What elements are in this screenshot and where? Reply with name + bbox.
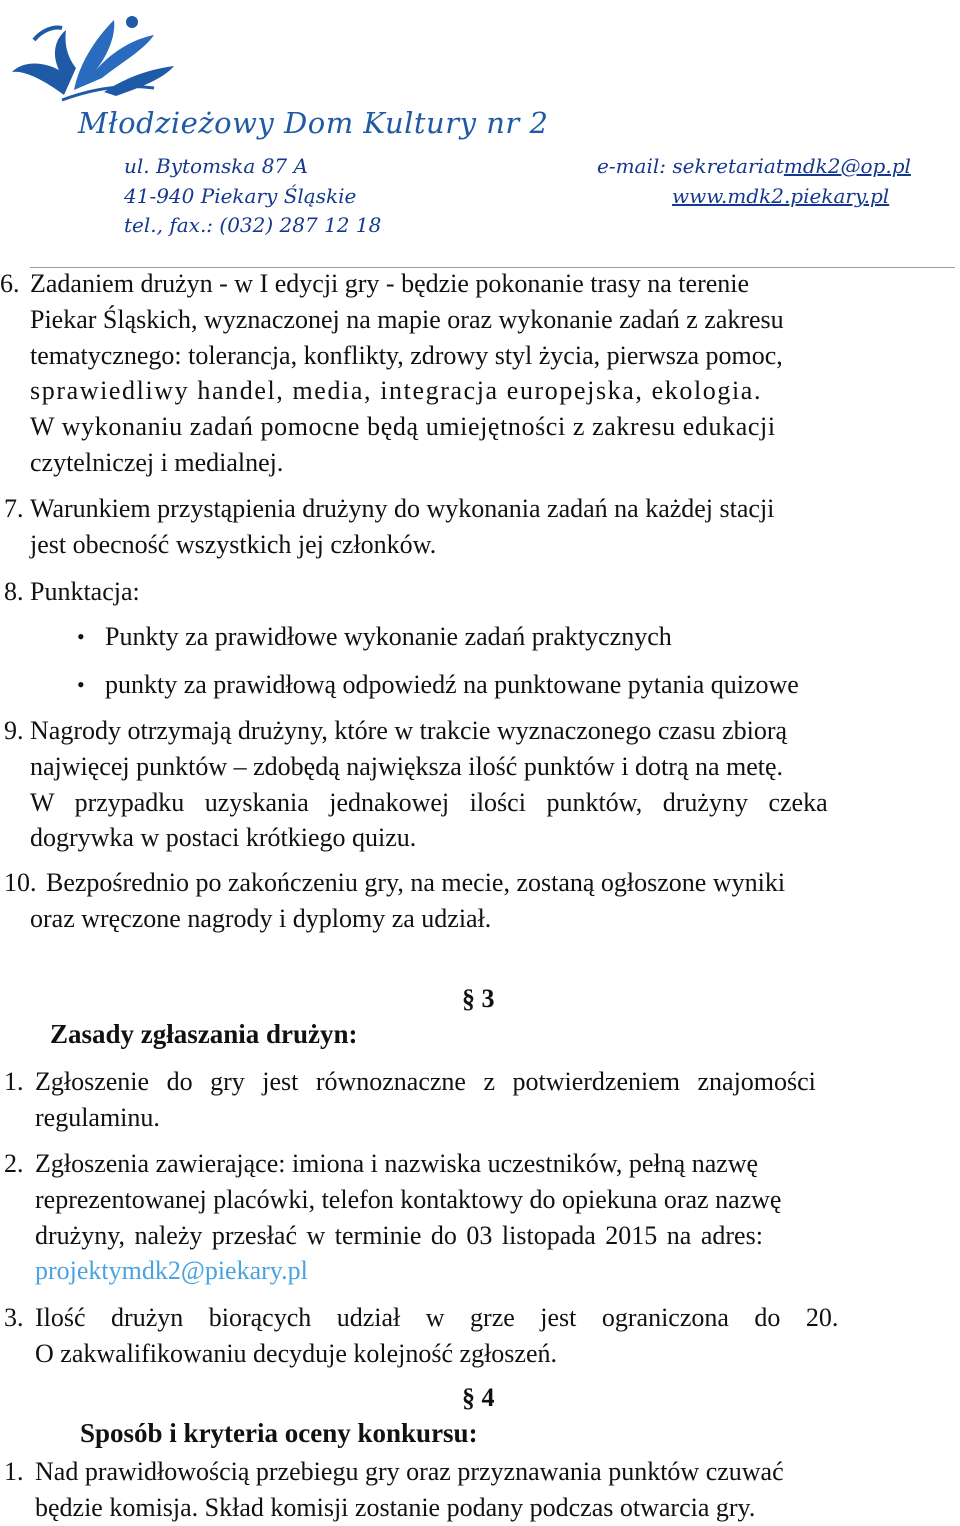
text-line: czytelniczej i medialnej.: [30, 447, 284, 477]
website-line: [672, 184, 889, 208]
item-number: 2.: [4, 1149, 24, 1178]
item-number: 6.: [0, 269, 20, 298]
item-text: [35, 1064, 955, 1136]
item-text: [30, 266, 955, 481]
item-number: 9.: [4, 716, 24, 745]
text-line: drużyny, należy przesłać w terminie do 03 listopada 2015 na adres:: [35, 1220, 763, 1250]
item-text: [30, 491, 955, 563]
text-line: O zakwalifikowaniu decyduje kolejność zgłoszeń.: [35, 1338, 557, 1368]
text-line: Nad prawidłowością przebiegu gry oraz przyznawania punktów czuwać: [35, 1457, 784, 1486]
item-number: 10.: [4, 868, 37, 897]
section-4-symbol: § 4: [462, 1383, 495, 1412]
text-line: będzie komisja. Skład komisji zostanie podany podczas otwarcia gry.: [35, 1492, 756, 1522]
item-text: [35, 1146, 955, 1289]
item-text: [35, 1300, 955, 1372]
text-line: dogrywka w postaci krótkiego quizu.: [30, 823, 417, 853]
text-line: Zadaniem drużyn - w I edycji gry - będzie pokonanie trasy na terenie: [30, 269, 750, 298]
address-street: ul. Bytomska 87 A: [124, 154, 308, 178]
text-line: Warunkiem przystąpienia drużyny do wykonania zadań na każdej stacji: [30, 494, 775, 523]
section-3-title: Zasady zgłaszania drużyn:: [50, 1019, 358, 1049]
item-number: 7.: [4, 494, 24, 523]
text-line: Ilość drużyn biorących udział w grze jest ograniczona do 20.: [35, 1303, 839, 1332]
item-text: [30, 865, 955, 937]
text-line: oraz wręczone nagrody i dyplomy za udział.: [30, 903, 492, 933]
letterhead: [0, 0, 960, 270]
item-number: 1.: [4, 1067, 24, 1096]
text-line: Piekar Śląskich, wyznaczonej na mapie oraz wykonanie zadań z zakresu: [30, 304, 784, 334]
email-line: [597, 154, 911, 178]
item-text: Punktacja:: [30, 577, 140, 606]
email-address-link[interactable]: projektymdk2@piekary.pl: [35, 1256, 308, 1286]
text-line: Zgłoszenia zawierające: imiona i nazwiska uczestników, pełną nazwę: [35, 1149, 759, 1178]
text-line: tematycznego: tolerancja, konflikty, zdrowy styl życia, pierwsza pomoc,: [30, 340, 783, 370]
text-line: najwięcej punktów – zdobędą największa ilość punktów i dotrą na metę.: [30, 751, 784, 781]
bullet-text: Punkty za prawidłowe wykonanie zadań praktycznych: [105, 622, 672, 651]
text-line: regulaminu.: [35, 1102, 160, 1132]
mdk-logo: [4, 0, 184, 120]
text-line: Zgłoszenie do gry jest równoznaczne z potwierdzeniem znajomości: [35, 1067, 816, 1096]
text-line: W wykonaniu zadań pomocne będą umiejętności z zakresu edukacji: [30, 412, 776, 442]
item-text: [35, 1454, 955, 1526]
email-link[interactable]: mdk2@op.pl: [783, 154, 911, 178]
text-line: sprawiedliwy handel, media, integracja europejska, ekologia.: [30, 376, 763, 406]
bullet-icon: •: [77, 624, 85, 649]
text-line: Nagrody otrzymają drużyny, które w trakcie wyznaczonego czasu zbiorą: [30, 716, 788, 745]
item-number: 3.: [4, 1303, 24, 1332]
item-text: [30, 713, 955, 856]
text-line: W przypadku uzyskania jednakowej ilości punktów, drużyny czeka: [30, 787, 828, 817]
item-number: 8.: [4, 577, 24, 606]
org-name: Młodzieżowy Dom Kultury nr 2: [78, 106, 549, 140]
item-number: 1.: [4, 1457, 24, 1486]
text-line: jest obecność wszystkich jej członków.: [30, 529, 437, 559]
bullet-icon: •: [77, 672, 85, 697]
website-link[interactable]: www.mdk2.piekary.pl: [672, 184, 890, 208]
section-3-symbol: § 3: [462, 984, 495, 1013]
bullet-text: punkty za prawidłową odpowiedź na punktowane pytania quizowe: [105, 670, 799, 699]
text-line: reprezentowanej placówki, telefon kontaktowy do opiekuna oraz nazwę: [35, 1184, 782, 1214]
email-prefix: e-mail: sekretariat: [597, 154, 784, 178]
section-4-title: Sposób i kryteria oceny konkursu:: [80, 1418, 478, 1448]
text-line: Bezpośrednio po zakończeniu gry, na mecie, zostaną ogłoszone wyniki: [46, 868, 786, 897]
phone: tel., fax.: (032) 287 12 18: [124, 213, 382, 237]
address-city: 41-940 Piekary Śląskie: [124, 184, 357, 208]
